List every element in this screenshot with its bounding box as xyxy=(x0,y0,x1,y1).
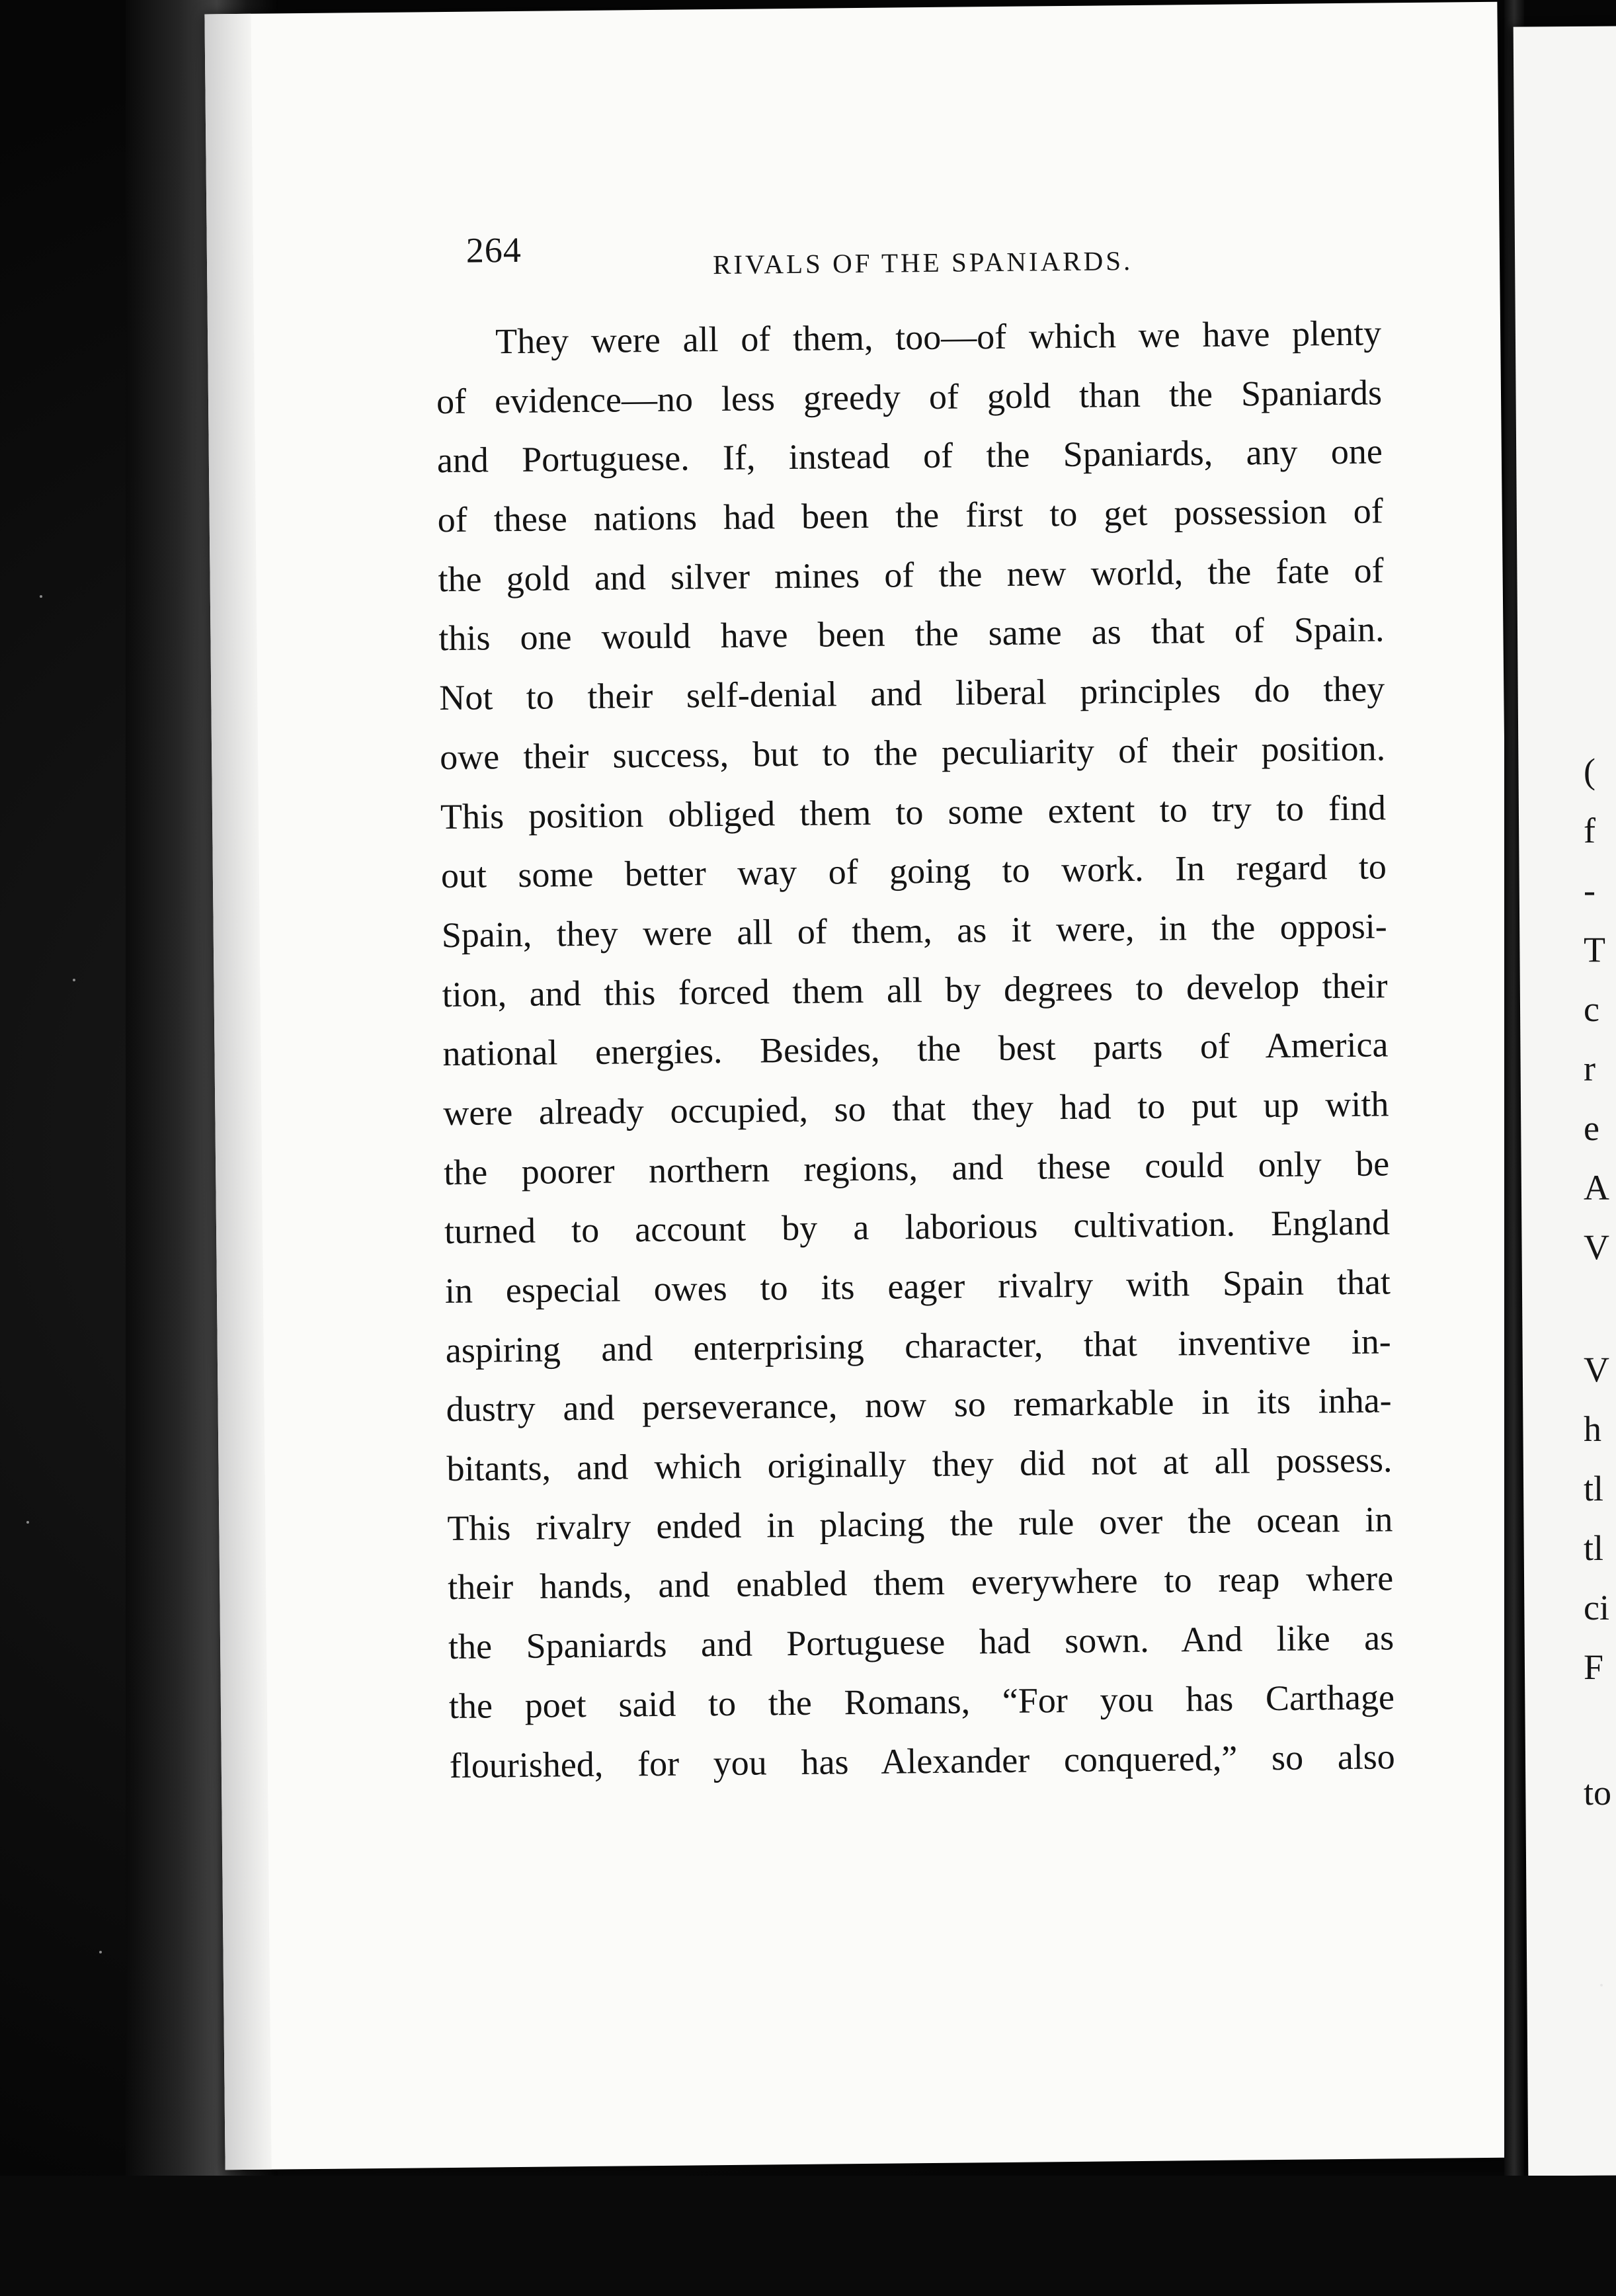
text-line: bitants, and which originally they did not at all possess. xyxy=(446,1440,1393,1489)
facing-fragment: ci xyxy=(1584,1588,1609,1627)
facing-fragment: r xyxy=(1584,1049,1596,1088)
facing-fragment: h xyxy=(1584,1409,1601,1449)
dust-speck xyxy=(99,1951,102,1953)
text-line: and Portuguese. If, instead of the Spaniards, any one xyxy=(436,431,1383,481)
text-line: the gold and silver mines of the new world, the fate of xyxy=(438,550,1384,599)
text-line: of these nations had been the first to get possession of xyxy=(437,491,1383,540)
facing-fragment: F xyxy=(1584,1647,1604,1687)
text-line: of evidence—no less greedy of gold than the Spaniards xyxy=(436,372,1383,421)
facing-fragment: to xyxy=(1584,1773,1612,1813)
text-line: Spain, they were all of them, as it were, in the opposi- xyxy=(441,906,1388,955)
facing-fragment: T xyxy=(1584,930,1605,969)
facing-fragment: c xyxy=(1584,989,1599,1029)
bottom-shadow xyxy=(0,2176,1616,2296)
text-line: national energies. Besides, the best parts of America xyxy=(442,1024,1389,1074)
body-text xyxy=(436,304,1395,1795)
facing-page-text xyxy=(1584,0,1616,2296)
running-head: RIVALS OF THE SPANIARDS. xyxy=(712,245,1133,280)
facing-fragment: ( xyxy=(1584,751,1596,791)
book-page xyxy=(204,2,1517,2170)
text-line: their hands, and enabled them everywhere to reap where xyxy=(447,1558,1394,1608)
text-line: out some better way of going to work. In regard to xyxy=(440,846,1387,896)
text-line: aspiring and enterprising character, that inventive in- xyxy=(445,1321,1392,1370)
facing-fragment: tl xyxy=(1584,1469,1604,1508)
text-line: the Spaniards and Portuguese had sown. And like as xyxy=(448,1618,1394,1667)
text-line: this one would have been the same as that of Spain. xyxy=(438,609,1385,659)
facing-fragment: - xyxy=(1584,870,1596,910)
text-line: dustry and perseverance, now so remarkable in its inha- xyxy=(446,1380,1392,1430)
facing-fragment: V xyxy=(1584,1227,1609,1267)
facing-fragment: tl xyxy=(1584,1528,1604,1568)
dust-speck xyxy=(1600,1984,1603,1987)
facing-fragment: e xyxy=(1584,1108,1599,1148)
text-line: Not to their self-denial and liberal principles do they xyxy=(439,669,1385,718)
text-line: This position obliged them to some extent to try to find xyxy=(440,787,1387,837)
dust-speck xyxy=(73,979,75,981)
dust-speck xyxy=(40,595,42,598)
text-line: owe their success, but to the peculiarity of their position. xyxy=(439,728,1386,777)
text-line: turned to account by a laborious cultivation. England xyxy=(444,1202,1391,1252)
facing-fragment: A xyxy=(1584,1168,1609,1208)
text-line: This rivalry ended in placing the rule over the ocean in xyxy=(447,1499,1393,1548)
page-number: 264 xyxy=(465,229,522,270)
text-line: the poorer northern regions, and these could only be xyxy=(443,1143,1390,1192)
dust-speck xyxy=(26,1521,29,1524)
text-line: tion, and this forced them all by degrees to develop their xyxy=(442,965,1388,1014)
text-line: in especial owes to its eager rivalry with Spain that xyxy=(444,1262,1391,1311)
facing-fragment: V xyxy=(1584,1350,1609,1389)
text-line: They were all of them, too—of which we have plenty xyxy=(495,313,1382,362)
text-line: were already occupied, so that they had to put up with xyxy=(443,1084,1389,1133)
facing-fragment: f xyxy=(1584,811,1596,850)
text-line: flourished, for you has Alexander conquered,” so also xyxy=(449,1736,1396,1785)
text-line: the poet said to the Romans, “For you has Carthage xyxy=(448,1677,1395,1726)
